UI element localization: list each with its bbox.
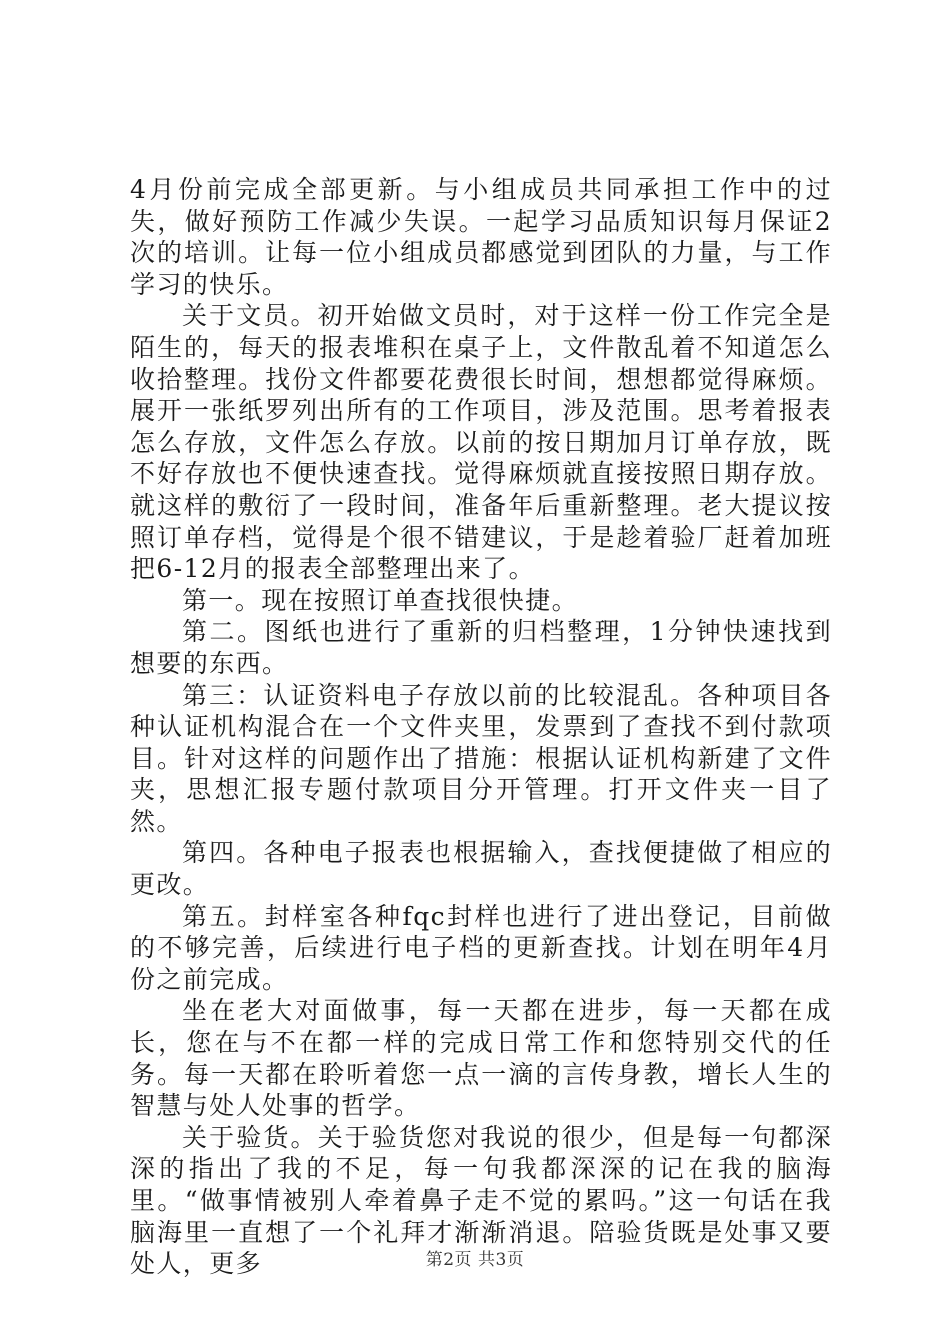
paragraph: 第五。封样室各种fqc封样也进行了进出登记，目前做的不够完善，后续进行电子档的更新查找。计划在明年4月份之前完成。 [130,901,832,994]
paragraph: 坐在老大对面做事，每一天都在进步，每一天都在成长，您在与不在都一样的完成日常工作和您特别交代的任务。每一天都在聆听着您一点一滴的言传身教，增长人生的智慧与处人处事的哲学。 [130,996,832,1121]
paragraph: 关于验货。关于验货您对我说的很少，但是每一句都深深的指出了我的不足，每一句我都深深的记在我的脑海里。“做事情被别人牵着鼻子走不觉的累吗。”这一句话在我脑海里一直想了一个礼拜才渐渐消退。陪验货既是处事又要处人，更多 [130,1122,832,1279]
document-body [130,174,832,1280]
paragraph: 4月份前完成全部更新。与小组成员共同承担工作中的过失，做好预防工作减少失误。一起学习品质知识每月保证2次的培训。让每一位小组成员都感觉到团队的力量，与工作学习的快乐。 [130,175,832,299]
paragraph: 关于文员。初开始做文员时，对于这样一份工作完全是陌生的，每天的报表堆积在桌子上，文件散乱着不知道怎么收拾整理。找份文件都要花费很长时间，想想都觉得麻烦。展开一张纸罗列出所有的工作项目，涉及范围。思考着报表怎么存放，文件怎么存放。以前的按日期加月订单存放，既不好存放也不便快速查找。觉得麻烦就直接按照日期存放。就这样的敷衍了一段时间，准备年后重新整理。老大提议按照订单存档，觉得是个很不错建议，于是趁着验厂赶着加班把6-12月的报表全部整理出来了。 [130,301,832,584]
paragraph: 第二。图纸也进行了重新的归档整理，1分钟快速找到想要的东西。 [130,617,832,678]
page-footer [0,1245,950,1270]
paragraph: 第三：认证资料电子存放以前的比较混乱。各种项目各种认证机构混合在一个文件夹里，发票到了查找不到付款项目。针对这样的问题作出了措施：根据认证机构新建了文件夹，思想汇报专题付款项目分开管理。打开文件夹一目了然。 [130,680,832,836]
page-number-label: 第2页 共3页 [425,1250,525,1270]
paragraph: 第一。现在按照订单查找很快捷。 [182,585,579,615]
paragraph: 第四。各种电子报表也根据输入，查找便捷做了相应的更改。 [130,838,832,900]
